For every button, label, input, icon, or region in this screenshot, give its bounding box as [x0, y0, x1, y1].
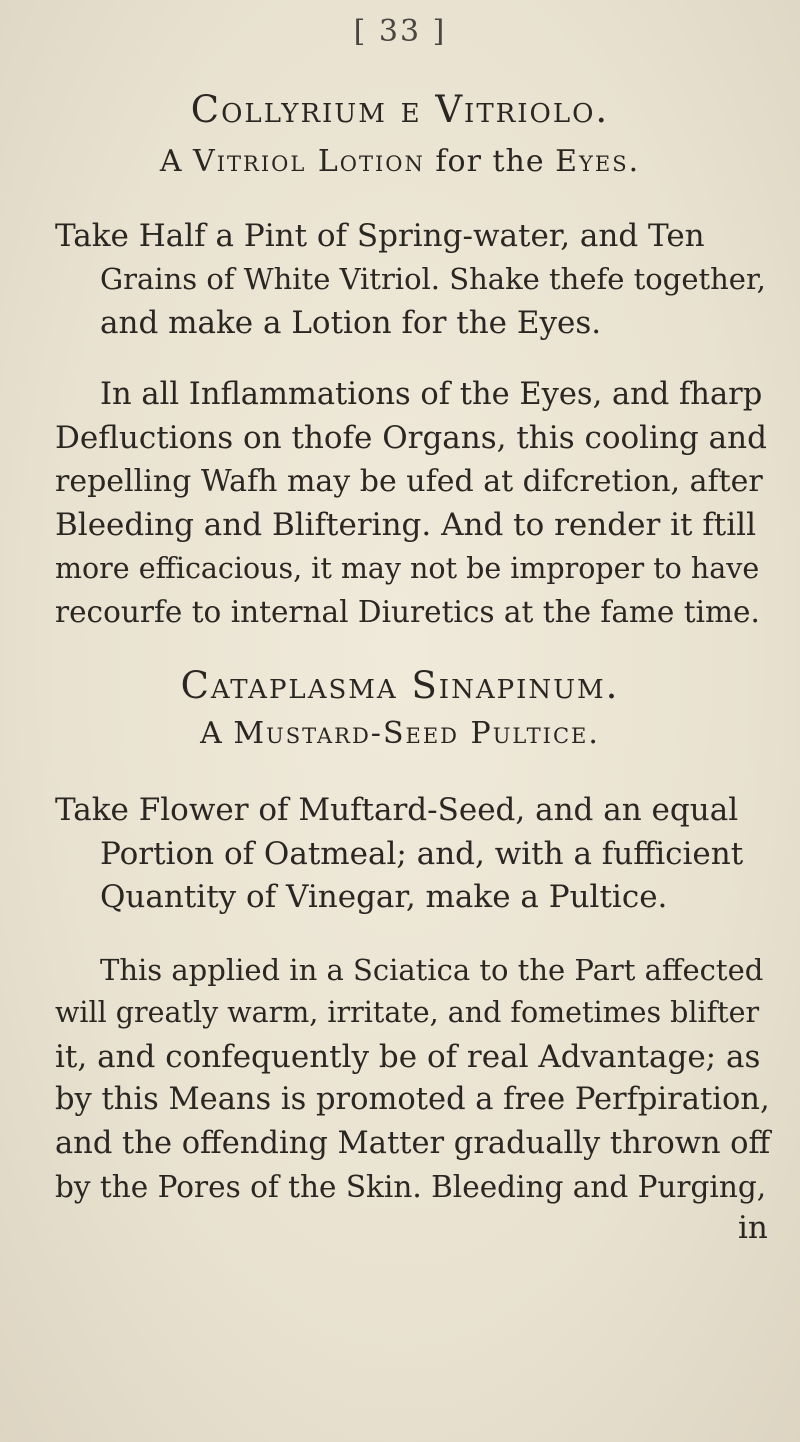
page-number: [ 33 ]: [353, 14, 447, 49]
text-line: Take Flower of Muftard-Seed, and an equal: [55, 792, 739, 828]
text-line: and make a Lotion for the Eyes.: [100, 305, 602, 341]
title-prefix: A: [200, 716, 223, 751]
catchword: in: [738, 1210, 768, 1246]
text-line: In all Inflammations of the Eyes, and fharp: [100, 377, 763, 412]
text-line: repelling Wafh may be ufed at difcretion, after: [55, 464, 763, 499]
text-line: more efficacious, it may not be improper to have: [55, 552, 760, 585]
text-line: This applied in a Sciatica to the Part affected: [100, 953, 764, 987]
recipe-title-latin-2: Cataplasma Sinapinum.: [180, 664, 620, 707]
text-line: will greatly warm, irritate, and fometimes blifter: [55, 996, 760, 1029]
text-line: Grains of White Vitriol. Shake thefe together,: [100, 262, 766, 296]
text-line: Quantity of Vinegar, make a Pultice.: [100, 879, 668, 915]
title-smallcaps: Vitriol Lotion: [193, 144, 425, 179]
text-line: by the Pores of the Skin. Bleeding and Purging,: [55, 1170, 767, 1204]
text-line: Defluctions on thofe Organs, this cooling and: [55, 420, 767, 456]
recipe-title-latin-1: Collyrium e Vitriolo.: [190, 88, 610, 131]
text-line: by this Means is promoted a free Perfpiration,: [55, 1082, 770, 1117]
text-line: Portion of Oatmeal; and, with a fufficient: [100, 836, 744, 872]
text-line: recourfe to internal Diuretics at the fame time.: [55, 595, 760, 629]
title-mid: for the: [435, 144, 545, 179]
title-smallcaps: Mustard-Seed Pultice.: [233, 716, 600, 751]
recipe-title-english-1: [0, 144, 800, 179]
text-line: and the offending Matter gradually thrown off: [55, 1126, 771, 1161]
title-prefix: A: [159, 144, 183, 179]
text-line: Bleeding and Bliftering. And to render it ftill: [55, 507, 757, 543]
text-line: Take Half a Pint of Spring-water, and Ten: [55, 218, 705, 254]
recipe-title-english-2: [0, 716, 800, 751]
title-end: Eyes.: [555, 144, 641, 179]
text-line: it, and confequently be of real Advantage; as: [55, 1039, 761, 1075]
